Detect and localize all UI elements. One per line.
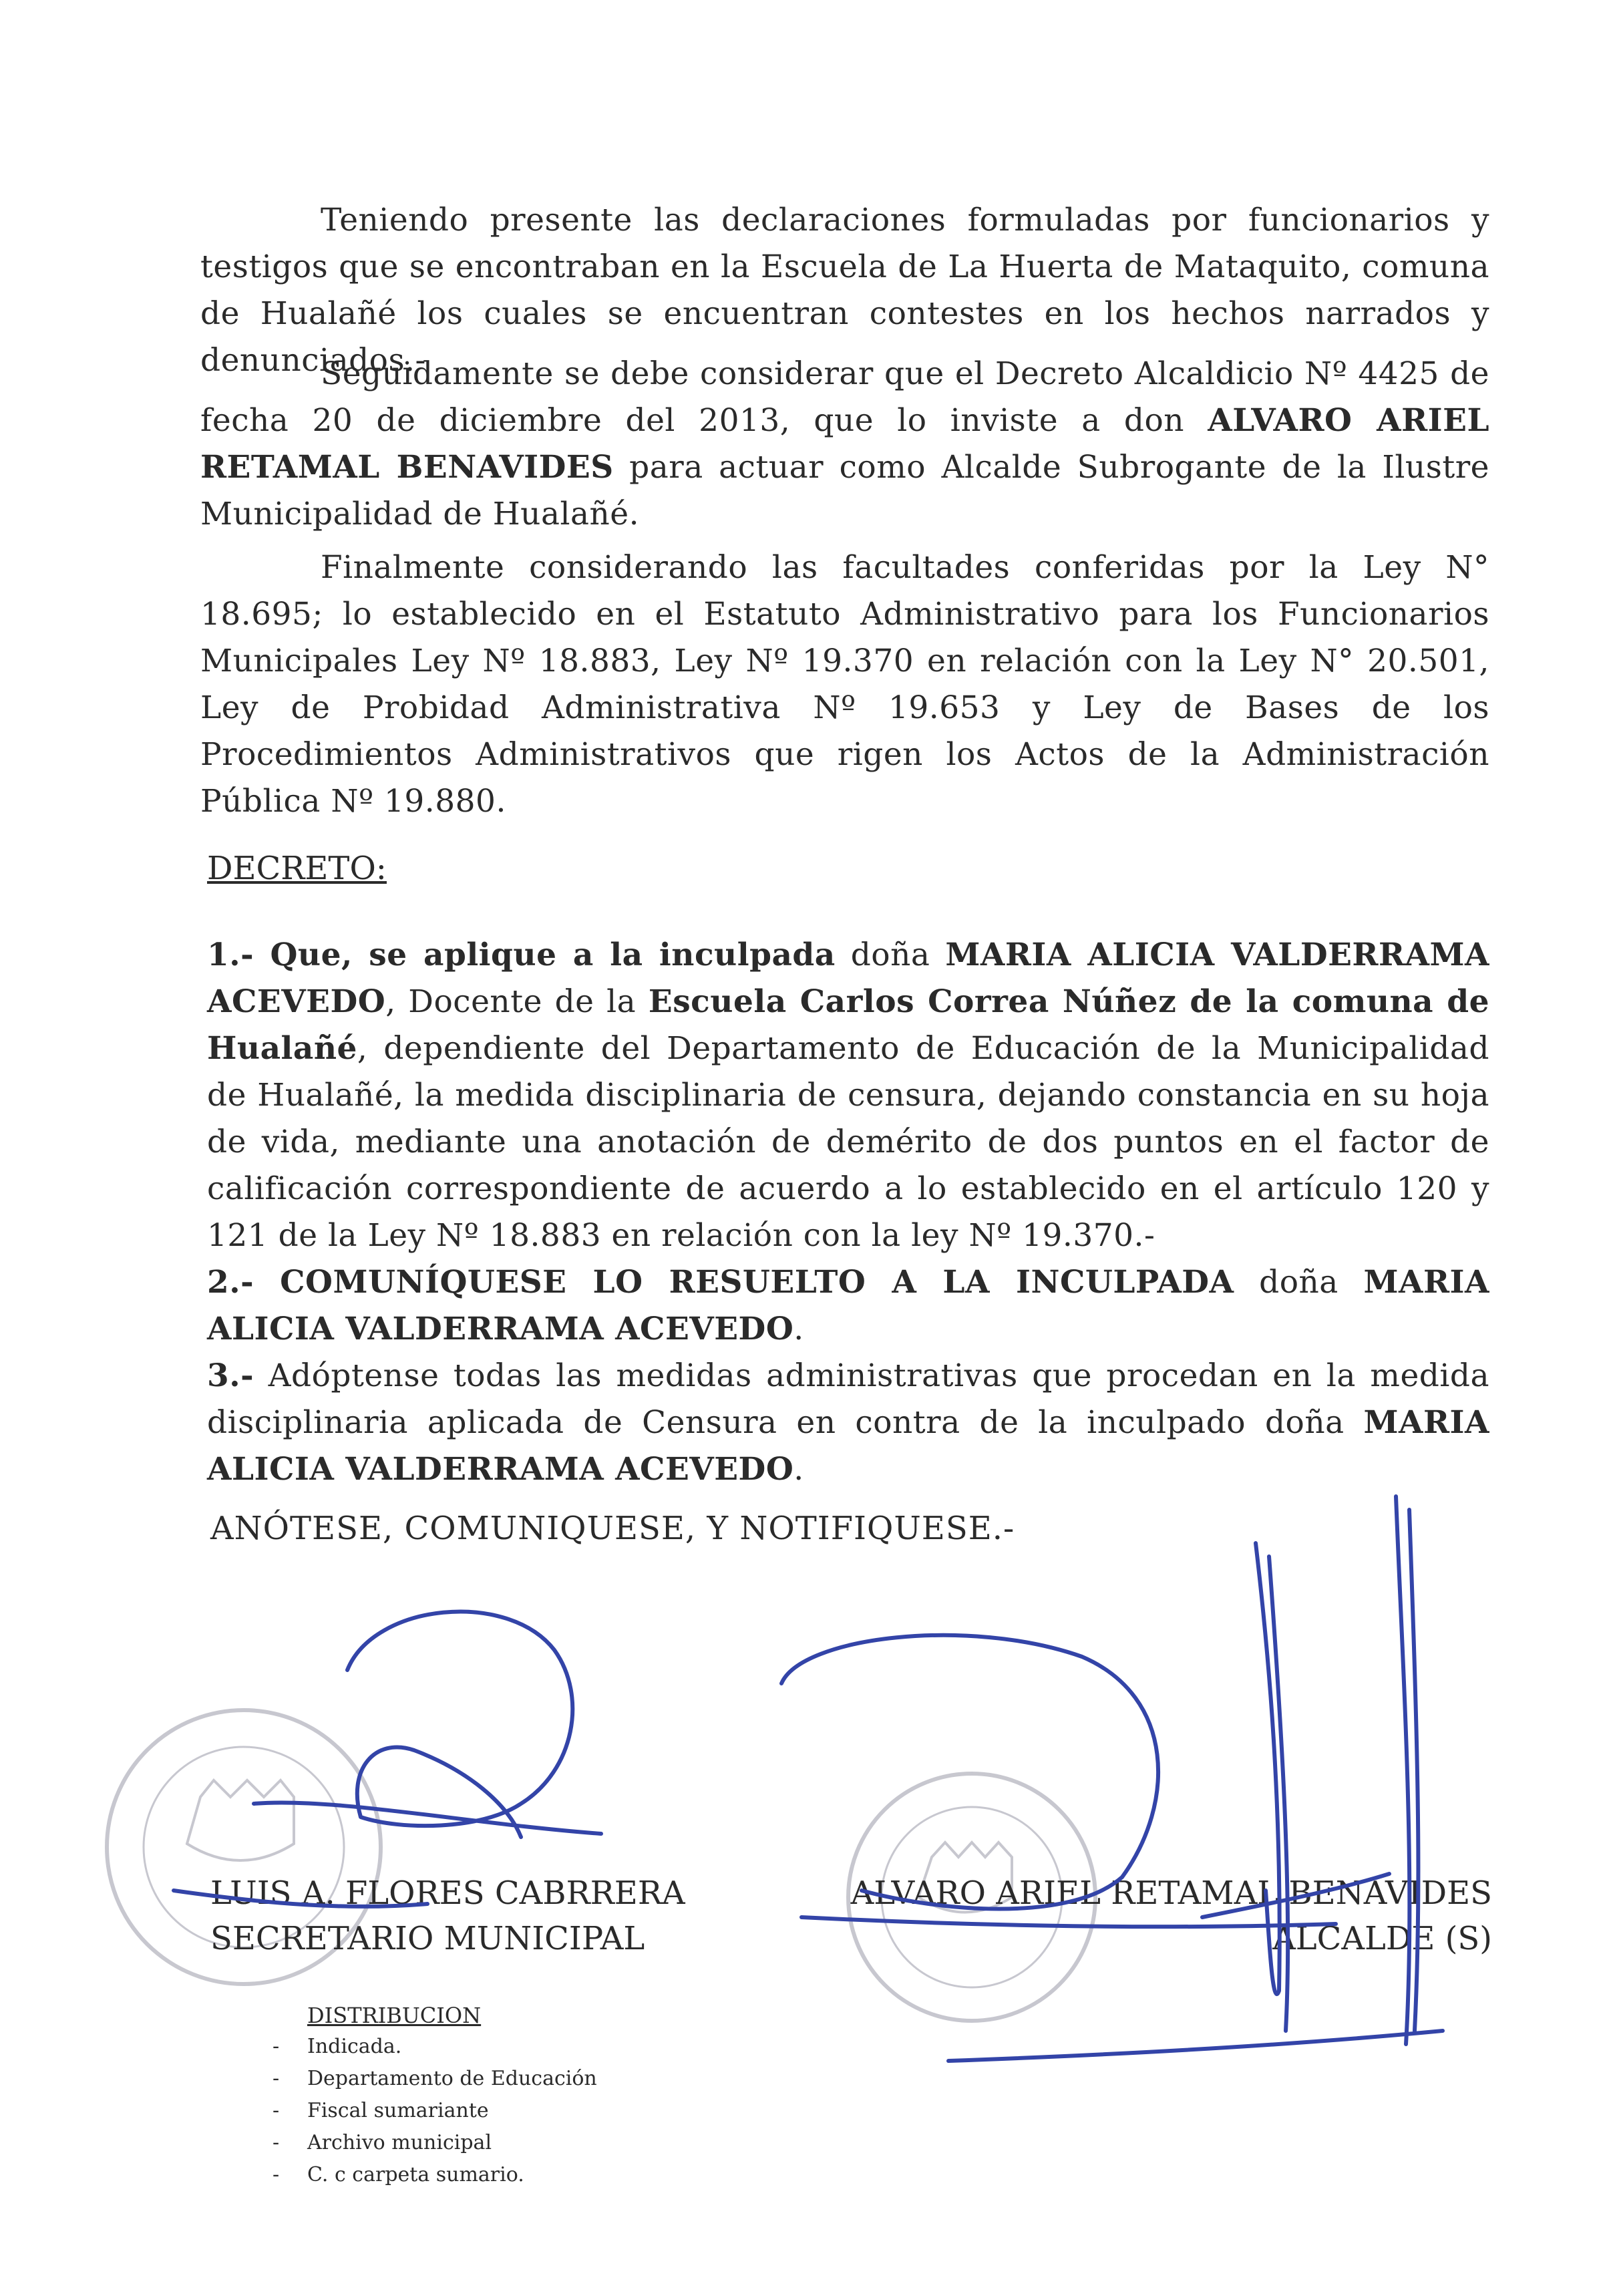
list-item: - Indicada. <box>307 2031 597 2063</box>
item-text: doña <box>835 937 946 973</box>
paragraph-decreto-alcaldicio <box>200 351 1489 538</box>
item-text: Adóptense todas las medidas administrativas que procedan en la medida disciplinaria aplicada de Censura en contra de la inculpado doña <box>207 1357 1489 1441</box>
item-text: , Docente de la <box>385 983 649 1020</box>
bold-name: ALVARO ARIEL RETAMAL BENAVIDES <box>200 402 1489 486</box>
closing-statement: ANÓTESE, COMUNIQUESE, Y NOTIFIQUESE.- <box>210 1510 1015 1547</box>
signatory-title: ALCALDE (S) <box>1272 1920 1492 1957</box>
signatory-title: SECRETARIO MUNICIPAL <box>210 1920 645 1957</box>
item-number: 3.- <box>207 1357 254 1394</box>
decreto-items <box>207 932 1489 1493</box>
item-bold: MARIA ALICIA VALDERRAMA ACEVEDO <box>207 1264 1489 1347</box>
item-text: , dependiente del Departamento de Educación de la Municipalidad de Hualañé, la medida disciplinaria de censura, dejando constancia en su hoja de vida, mediante una anotación de demérito de dos puntos en el factor de calificación correspondiente de acuerdo a lo establecido en el artículo 120 y 121 de la Ley Nº 18.883 en relación con la ley Nº 19.370.- <box>207 1030 1489 1254</box>
list-item: - C. c carpeta sumario. <box>307 2159 597 2191</box>
decreto-item-3 <box>207 1353 1489 1493</box>
paragraph-text: para actuar como Alcalde Subrogante de la Ilustre Municipalidad de Hualañé. <box>200 449 1489 532</box>
decreto-heading: DECRETO: <box>207 850 387 887</box>
paragraph-facultades <box>200 544 1489 825</box>
list-item: - Fiscal sumariante <box>307 2095 597 2127</box>
item-text: . <box>793 1311 804 1347</box>
item-number: 2.- <box>207 1264 254 1301</box>
paragraph-text: Finalmente considerando las facultades conferidas por la Ley N° 18.695; lo establecido en el Estatuto Administrativo para los Funcionarios Municipales Ley Nº 18.883, Ley Nº 19.370 en relación con la Ley N° 20.501, Ley de Probidad Administrativa Nº 19.653 y Ley de Bases de los Procedimientos Administrativos que rigen los Actos de la Administración Pública Nº 19.880. <box>200 549 1489 820</box>
signature-block-right <box>851 1870 1492 1961</box>
item-bold: MARIA ALICIA VALDERRAMA ACEVEDO <box>207 1404 1489 1488</box>
item-text: doña <box>1234 1264 1364 1301</box>
paragraph-text: Seguidamente se debe considerar que el Decreto Alcaldicio Nº 4425 de fecha 20 de diciembre del 2013, que lo inviste a don <box>200 355 1489 439</box>
signature-block-left <box>210 1870 685 1961</box>
decreto-item-1 <box>207 932 1489 1259</box>
item-bold: Escuela Carlos Correa Núñez de la comuna de Hualañé <box>207 983 1489 1067</box>
signature-right <box>781 1496 1443 2061</box>
decreto-item-2 <box>207 1259 1489 1353</box>
signature-left <box>174 1612 601 1907</box>
item-bold: Que, se aplique a la inculpada <box>254 937 836 973</box>
distribution-list <box>307 2031 597 2191</box>
item-number: 1.- <box>207 937 254 973</box>
item-bold: COMUNÍQUESE LO RESUELTO A LA INCULPADA <box>254 1264 1234 1301</box>
list-item: - Archivo municipal <box>307 2127 597 2159</box>
signatory-name: ALVARO ARIEL RETAMAL BENAVIDES <box>850 1874 1492 1912</box>
distribution-heading: DISTRIBUCION <box>307 2003 482 2028</box>
signatory-name: LUIS A. FLORES CABRRERA <box>210 1874 685 1912</box>
item-bold: MARIA ALICIA VALDERRAMA ACEVEDO <box>207 937 1490 1020</box>
paragraph-text: Teniendo presente las declaraciones formuladas por funcionarios y testigos que se encontraban en la Escuela de La Huerta de Mataquito, comuna de Hualañé los cuales se encuentran contestes en los hechos narrados y denunciados.- <box>200 202 1489 379</box>
list-item: - Departamento de Educación <box>307 2063 597 2095</box>
item-text: . <box>793 1451 804 1488</box>
